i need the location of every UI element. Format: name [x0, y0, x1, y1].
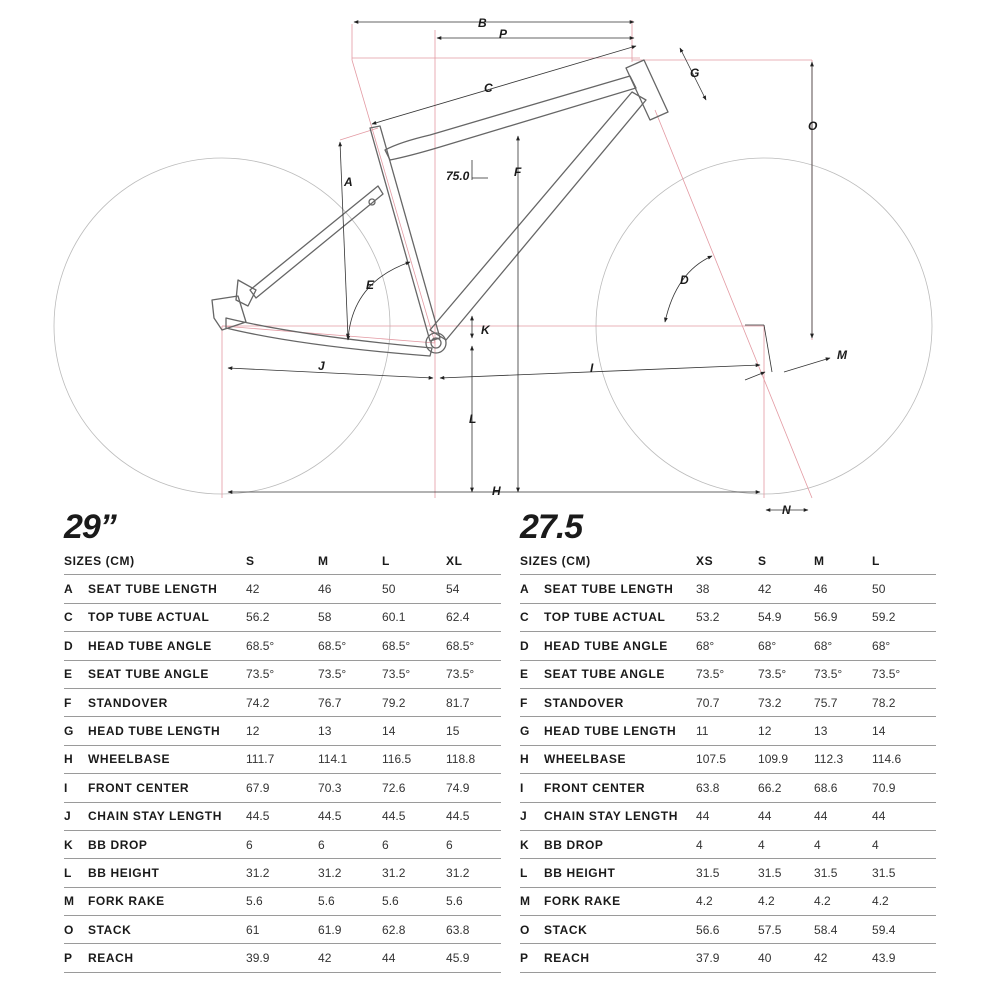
size-value: 73.5° [872, 660, 936, 688]
size-value: 73.2 [758, 688, 814, 716]
size-value: 45.9 [446, 944, 501, 972]
size-value: 74.9 [446, 774, 501, 802]
size-value: 59.2 [872, 603, 936, 631]
dimension-name: REACH [88, 944, 246, 972]
size-value: 4 [872, 830, 936, 858]
table-row [520, 575, 936, 603]
size-value: 73.5° [446, 660, 501, 688]
size-value: 76.7 [318, 688, 382, 716]
dimension-name: CHAIN STAY LENGTH [88, 802, 246, 830]
size-value: 107.5 [696, 745, 758, 773]
size-value: 116.5 [382, 745, 446, 773]
dimension-name: FORK RAKE [544, 887, 696, 915]
size-value: 44 [758, 802, 814, 830]
dimension-name: TOP TUBE ACTUAL [544, 603, 696, 631]
dimension-letter: P [64, 944, 88, 972]
size-value: 81.7 [446, 688, 501, 716]
dimension-name: BB HEIGHT [88, 859, 246, 887]
dimension-name: SEAT TUBE ANGLE [544, 660, 696, 688]
dimension-letter: D [64, 632, 88, 660]
label-C: C [484, 81, 493, 95]
dimension-name: WHEELBASE [88, 745, 246, 773]
size-value: 67.9 [246, 774, 318, 802]
dimension-name: TOP TUBE ACTUAL [88, 603, 246, 631]
table-row [64, 688, 501, 716]
dimension-letter: C [64, 603, 88, 631]
table-row [520, 774, 936, 802]
table-row [64, 632, 501, 660]
table-body [64, 575, 501, 972]
dimension-letter: F [64, 688, 88, 716]
size-value: 56.2 [246, 603, 318, 631]
dimension-name: REACH [544, 944, 696, 972]
size-value: 11 [696, 717, 758, 745]
table-row [520, 632, 936, 660]
label-J: J [318, 359, 325, 373]
label-K: K [481, 323, 490, 337]
size-value: 14 [872, 717, 936, 745]
size-value: 53.2 [696, 603, 758, 631]
size-header: XS [696, 547, 758, 575]
dimension-letter: F [520, 688, 544, 716]
dimension-name: SEAT TUBE ANGLE [88, 660, 246, 688]
size-value: 56.6 [696, 916, 758, 944]
table-row [64, 745, 501, 773]
size-header: XL [446, 547, 501, 575]
geometry-table-27-5 [520, 505, 936, 973]
size-value: 73.5° [696, 660, 758, 688]
size-value: 114.1 [318, 745, 382, 773]
size-value: 62.4 [446, 603, 501, 631]
size-value: 46 [814, 575, 872, 603]
dimension-name: FRONT CENTER [544, 774, 696, 802]
size-value: 61 [246, 916, 318, 944]
size-value: 43.9 [872, 944, 936, 972]
size-value: 73.5° [758, 660, 814, 688]
size-value: 31.2 [246, 859, 318, 887]
header-row [520, 547, 936, 575]
dimension-name: STANDOVER [88, 688, 246, 716]
size-value: 68.5° [318, 632, 382, 660]
dimension-name: FORK RAKE [88, 887, 246, 915]
dimension-letter: P [520, 944, 544, 972]
size-value: 79.2 [382, 688, 446, 716]
size-value: 44.5 [446, 802, 501, 830]
size-value: 14 [382, 717, 446, 745]
size-value: 31.2 [318, 859, 382, 887]
size-value: 57.5 [758, 916, 814, 944]
size-value: 44 [382, 944, 446, 972]
table-row [520, 688, 936, 716]
dimension-name: SEAT TUBE LENGTH [88, 575, 246, 603]
size-table [520, 547, 936, 973]
table-row [64, 887, 501, 915]
label-D: D [680, 273, 689, 287]
dimension-letter: O [64, 916, 88, 944]
label-N: N [782, 503, 791, 517]
size-value: 40 [758, 944, 814, 972]
size-value: 42 [246, 575, 318, 603]
size-value: 68.5° [446, 632, 501, 660]
sizes-header: SIZES (CM) [520, 547, 696, 575]
size-value: 73.5° [318, 660, 382, 688]
table-row [520, 603, 936, 631]
size-value: 31.5 [696, 859, 758, 887]
size-value: 44.5 [246, 802, 318, 830]
dimension-name: STACK [88, 916, 246, 944]
size-value: 74.2 [246, 688, 318, 716]
size-value: 12 [246, 717, 318, 745]
table-row [64, 859, 501, 887]
size-value: 111.7 [246, 745, 318, 773]
table-row [64, 660, 501, 688]
dimension-letter: A [64, 575, 88, 603]
size-value: 75.7 [814, 688, 872, 716]
wheel-size-title: 27.5 [520, 508, 583, 546]
size-value: 42 [318, 944, 382, 972]
size-value: 31.5 [872, 859, 936, 887]
size-table [64, 547, 501, 973]
size-value: 68.6 [814, 774, 872, 802]
size-value: 39.9 [246, 944, 318, 972]
size-value: 54 [446, 575, 501, 603]
dimension-letter: J [520, 802, 544, 830]
table-body [520, 575, 936, 972]
label-A: A [344, 175, 353, 189]
size-value: 37.9 [696, 944, 758, 972]
dimension-letter: J [64, 802, 88, 830]
size-value: 44.5 [382, 802, 446, 830]
size-value: 70.7 [696, 688, 758, 716]
dimension-labels [318, 16, 848, 517]
dimension-letter: K [520, 830, 544, 858]
dimension-letter: I [520, 774, 544, 802]
label-I: I [590, 361, 594, 375]
size-value: 6 [318, 830, 382, 858]
label-F: F [514, 165, 522, 179]
size-value: 68° [814, 632, 872, 660]
size-value: 6 [446, 830, 501, 858]
size-value: 70.3 [318, 774, 382, 802]
size-value: 42 [814, 944, 872, 972]
size-value: 12 [758, 717, 814, 745]
dimension-letter: G [520, 717, 544, 745]
dimension-lines [228, 22, 830, 510]
label-L: L [469, 412, 477, 426]
dimension-name: HEAD TUBE LENGTH [88, 717, 246, 745]
size-value: 63.8 [446, 916, 501, 944]
table-row [64, 603, 501, 631]
label-B: B [478, 16, 487, 30]
dimension-letter: M [520, 887, 544, 915]
size-value: 5.6 [318, 887, 382, 915]
size-value: 59.4 [872, 916, 936, 944]
dimension-letter: C [520, 603, 544, 631]
dimension-letter: E [64, 660, 88, 688]
label-G: G [690, 66, 700, 80]
size-value: 73.5° [814, 660, 872, 688]
table-row [520, 802, 936, 830]
size-value: 68.5° [246, 632, 318, 660]
size-value: 38 [696, 575, 758, 603]
seat-angle-label: 75.0 [446, 169, 470, 183]
table-row [64, 774, 501, 802]
dimension-name: HEAD TUBE ANGLE [88, 632, 246, 660]
dimension-name: CHAIN STAY LENGTH [544, 802, 696, 830]
size-value: 46 [318, 575, 382, 603]
size-value: 6 [382, 830, 446, 858]
dimension-name: BB DROP [88, 830, 246, 858]
size-header: S [758, 547, 814, 575]
dimension-letter: A [520, 575, 544, 603]
size-value: 4.2 [696, 887, 758, 915]
size-value: 44 [814, 802, 872, 830]
size-value: 4 [814, 830, 872, 858]
table-row [64, 916, 501, 944]
construction-lines [222, 20, 812, 498]
table-row [64, 944, 501, 972]
dimension-letter: K [64, 830, 88, 858]
size-value: 68° [696, 632, 758, 660]
label-O: O [808, 119, 818, 133]
size-value: 68.5° [382, 632, 446, 660]
dimension-name: BB DROP [544, 830, 696, 858]
dimension-name: HEAD TUBE ANGLE [544, 632, 696, 660]
size-value: 13 [318, 717, 382, 745]
size-value: 60.1 [382, 603, 446, 631]
size-header: L [872, 547, 936, 575]
table-row [520, 717, 936, 745]
dimension-name: SEAT TUBE LENGTH [544, 575, 696, 603]
sizes-header: SIZES (CM) [64, 547, 246, 575]
size-value: 4.2 [814, 887, 872, 915]
size-value: 61.9 [318, 916, 382, 944]
wheel-size-title: 29” [64, 508, 116, 546]
size-value: 15 [446, 717, 501, 745]
size-value: 31.5 [814, 859, 872, 887]
bike-frame [212, 60, 668, 356]
label-P: P [499, 27, 508, 41]
size-value: 13 [814, 717, 872, 745]
size-header: L [382, 547, 446, 575]
geometry-table-29 [64, 505, 501, 973]
size-value: 62.8 [382, 916, 446, 944]
size-value: 73.5° [382, 660, 446, 688]
size-value: 4 [758, 830, 814, 858]
size-value: 50 [382, 575, 446, 603]
size-value: 31.5 [758, 859, 814, 887]
size-value: 5.6 [246, 887, 318, 915]
dimension-letter: O [520, 916, 544, 944]
size-value: 42 [758, 575, 814, 603]
size-value: 58.4 [814, 916, 872, 944]
dimension-letter: I [64, 774, 88, 802]
size-value: 44.5 [318, 802, 382, 830]
size-value: 68° [872, 632, 936, 660]
dimension-name: FRONT CENTER [88, 774, 246, 802]
dimension-letter: M [64, 887, 88, 915]
dimension-letter: G [64, 717, 88, 745]
table-row [64, 802, 501, 830]
size-value: 78.2 [872, 688, 936, 716]
size-value: 4.2 [758, 887, 814, 915]
label-H: H [492, 484, 501, 498]
table-row [520, 830, 936, 858]
header-row [64, 547, 501, 575]
table-row [520, 859, 936, 887]
table-row [64, 575, 501, 603]
size-value: 72.6 [382, 774, 446, 802]
dimension-letter: E [520, 660, 544, 688]
size-value: 58 [318, 603, 382, 631]
dimension-name: HEAD TUBE LENGTH [544, 717, 696, 745]
table-row [520, 887, 936, 915]
label-E: E [366, 278, 375, 292]
label-M: M [837, 348, 847, 362]
dimension-letter: H [520, 745, 544, 773]
size-value: 114.6 [872, 745, 936, 773]
dimension-letter: L [64, 859, 88, 887]
size-value: 31.2 [446, 859, 501, 887]
size-value: 5.6 [382, 887, 446, 915]
table-row [520, 916, 936, 944]
size-value: 4.2 [872, 887, 936, 915]
size-value: 112.3 [814, 745, 872, 773]
size-value: 44 [696, 802, 758, 830]
size-value: 54.9 [758, 603, 814, 631]
table-row [520, 944, 936, 972]
size-value: 56.9 [814, 603, 872, 631]
dimension-letter: L [520, 859, 544, 887]
size-value: 70.9 [872, 774, 936, 802]
size-value: 63.8 [696, 774, 758, 802]
dimension-name: WHEELBASE [544, 745, 696, 773]
dimension-name: STANDOVER [544, 688, 696, 716]
dimension-name: BB HEIGHT [544, 859, 696, 887]
dimension-letter: D [520, 632, 544, 660]
size-header: M [318, 547, 382, 575]
size-header: S [246, 547, 318, 575]
size-value: 5.6 [446, 887, 501, 915]
dimension-name: STACK [544, 916, 696, 944]
table-row [520, 660, 936, 688]
size-value: 6 [246, 830, 318, 858]
size-value: 31.2 [382, 859, 446, 887]
table-row [520, 745, 936, 773]
table-row [64, 830, 501, 858]
size-value: 109.9 [758, 745, 814, 773]
size-value: 68° [758, 632, 814, 660]
table-row [64, 717, 501, 745]
size-header: M [814, 547, 872, 575]
size-value: 118.8 [446, 745, 501, 773]
size-value: 44 [872, 802, 936, 830]
size-value: 50 [872, 575, 936, 603]
size-value: 66.2 [758, 774, 814, 802]
dimension-letter: H [64, 745, 88, 773]
size-value: 4 [696, 830, 758, 858]
size-value: 73.5° [246, 660, 318, 688]
